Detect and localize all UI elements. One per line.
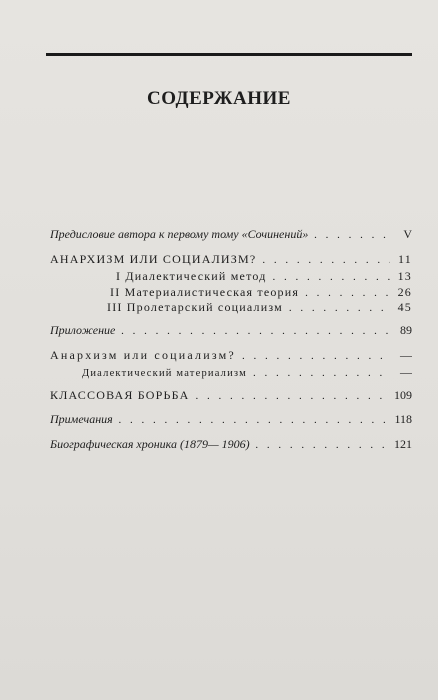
toc-entry-label: Предисловие автора к первому тому «Сочинений» [50,227,309,241]
page-title: СОДЕРЖАНИЕ [147,88,291,109]
toc-entry-appendix-dialectical-materialism[interactable] [82,364,412,380]
toc-entry-page: — [400,348,412,362]
toc-entry-page: 121 [394,437,412,451]
toc-entry-page: — [400,365,412,379]
top-rule [46,53,412,56]
toc-entry-materialist-theory[interactable] [110,284,412,300]
leader-dots [121,323,390,338]
toc-entry-page: 26 [397,285,412,299]
toc-entry-notes[interactable] [50,411,412,427]
toc-entry-appendix[interactable] [50,322,412,338]
toc-entry-anarchism[interactable] [50,251,412,267]
toc-entry-class-struggle[interactable] [50,387,412,403]
toc-entry-label: III Пролетарский социализм [107,300,283,314]
leader-dots [314,227,390,242]
toc-entry-label: Анархизм или социализм? [50,348,236,362]
toc-entry-page: 89 [400,323,412,337]
toc-entry-page: 45 [397,300,412,314]
leader-dots [305,285,390,300]
leader-dots [289,300,390,315]
toc-entry-page: 13 [397,269,412,283]
leader-dots [195,388,388,403]
toc-entry-label: АНАРХИЗМ ИЛИ СОЦИАЛИЗМ? [50,252,257,266]
toc-entry-preface[interactable] [50,226,412,242]
leader-dots [253,365,390,380]
leader-dots [119,412,389,427]
toc-entry-page: 109 [394,388,412,402]
toc-entry-proletarian-socialism[interactable] [107,299,412,315]
toc-entry-label: Примечания [50,412,113,426]
toc-entry-page: V [403,227,412,241]
toc-entry-page: 11 [398,252,412,266]
leader-dots [242,348,390,363]
leader-dots [262,252,390,267]
toc-entry-label: Биографическая хроника (1879— 1906) [50,437,250,451]
toc-entry-label: КЛАССОВАЯ БОРЬБА [50,388,190,402]
toc-entry-label: II Материалистическая теория [110,285,300,299]
toc-entry-label: Приложение [50,323,116,337]
toc-entry-biographical-chronicle[interactable] [50,436,412,452]
leader-dots [273,269,390,284]
toc-entry-page: 118 [394,412,412,426]
toc-entry-label: I Диалектический метод [116,269,267,283]
leader-dots [256,437,388,452]
toc-entry-dialectical-method[interactable] [116,268,412,284]
toc-entry-label: Диалектический материализм [82,368,247,379]
toc-entry-appendix-anarchism[interactable] [50,347,412,363]
